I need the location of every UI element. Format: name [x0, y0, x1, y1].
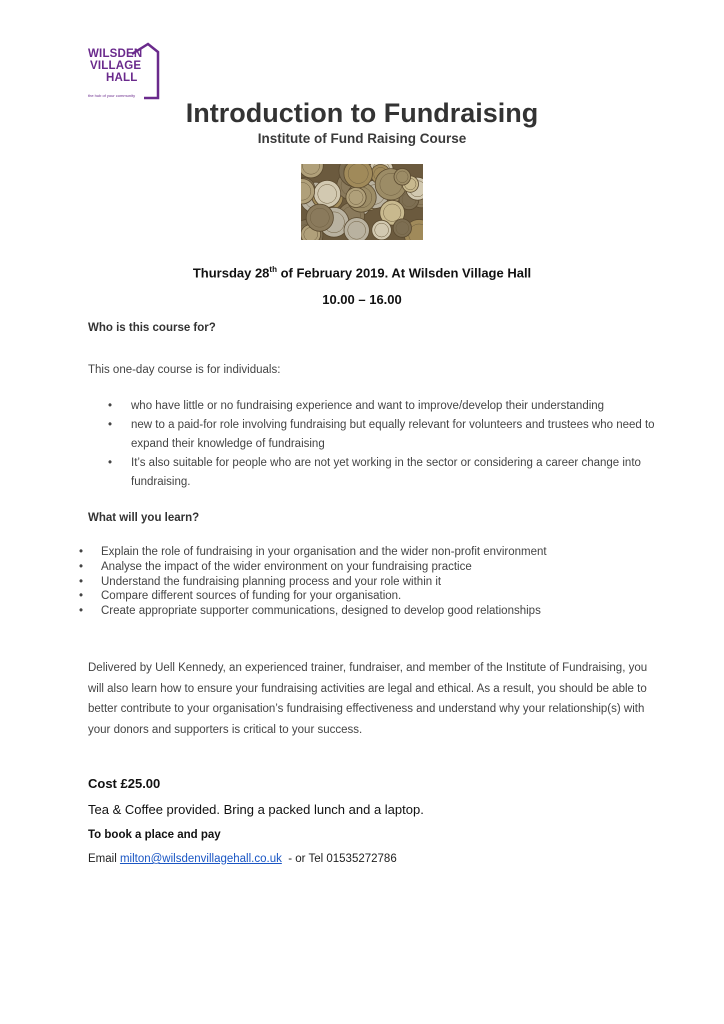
- event-date: [0, 265, 724, 280]
- list-item: • Analyse the impact of the wider environment on your fundraising practice: [77, 560, 677, 575]
- list-item: • Explain the role of fundraising in your organisation and the wider non-profit environment: [77, 545, 677, 560]
- telephone-text: - or Tel 01535272786: [281, 853, 397, 865]
- learn-heading: What will you learn?: [88, 512, 200, 524]
- email-link[interactable]: milton@wilsdenvillagehall.co.uk: [119, 853, 282, 865]
- list-item: • Create appropriate supporter communications, designed to develop good relationships: [77, 604, 677, 619]
- email-label: Email: [88, 853, 120, 865]
- coins-icon: [301, 164, 423, 240]
- coins-photo: [301, 164, 423, 240]
- wilsden-village-hall-logo: [86, 42, 162, 102]
- audience-list: [108, 397, 668, 492]
- who-intro: This one-day course is for individuals:: [88, 364, 281, 376]
- list-item: • new to a paid-for role involving fundraising but equally relevant for volunteers and trustees who need to expand their knowledge of fundraising: [108, 416, 668, 454]
- logo-line-3: HALL: [106, 72, 138, 84]
- logo-tagline: the hub of your community: [88, 93, 136, 98]
- trainer-description: Delivered by Uell Kennedy, an experienced trainer, fundraiser, and member of the Institute of Fundraising, you will also learn how to ensure your fundraising activities are legal and ethical. As a result, you should be able to better contribute to your organisation’s fundraising effectiveness and understand why your relationship(s) with your donors and supporters is critical to your success.: [88, 662, 648, 736]
- provisions-note: Tea & Coffee provided. Bring a packed lunch and a laptop.: [88, 802, 424, 817]
- course-cost: Cost £25.00: [88, 776, 161, 791]
- booking-heading: To book a place and pay: [88, 829, 221, 841]
- list-item: • It’s also suitable for people who are not yet working in the sector or considering a career change into fundraising.: [108, 454, 668, 492]
- event-date-day: Thursday 28: [192, 265, 270, 281]
- list-item: • Understand the fundraising planning process and your role within it: [77, 575, 677, 590]
- list-item: • Compare different sources of funding for your organisation.: [77, 589, 677, 604]
- list-item: • who have little or no fundraising experience and want to improve/develop their understanding: [108, 397, 668, 416]
- logo-line-1: WILSDEN: [88, 48, 143, 60]
- booking-contact: [88, 853, 397, 865]
- event-date-rest: of February 2019. At Wilsden Village Hall: [276, 265, 532, 281]
- who-heading: Who is this course for?: [88, 322, 216, 334]
- learning-outcomes-list: [77, 545, 677, 619]
- event-time: 10.00 – 16.00: [322, 292, 402, 307]
- event-date-ordinal: th: [269, 265, 277, 274]
- logo-line-2: VILLAGE: [90, 60, 142, 72]
- page-subtitle: Institute of Fund Raising Course: [257, 131, 467, 146]
- page-title: Introduction to Fundraising: [185, 98, 539, 128]
